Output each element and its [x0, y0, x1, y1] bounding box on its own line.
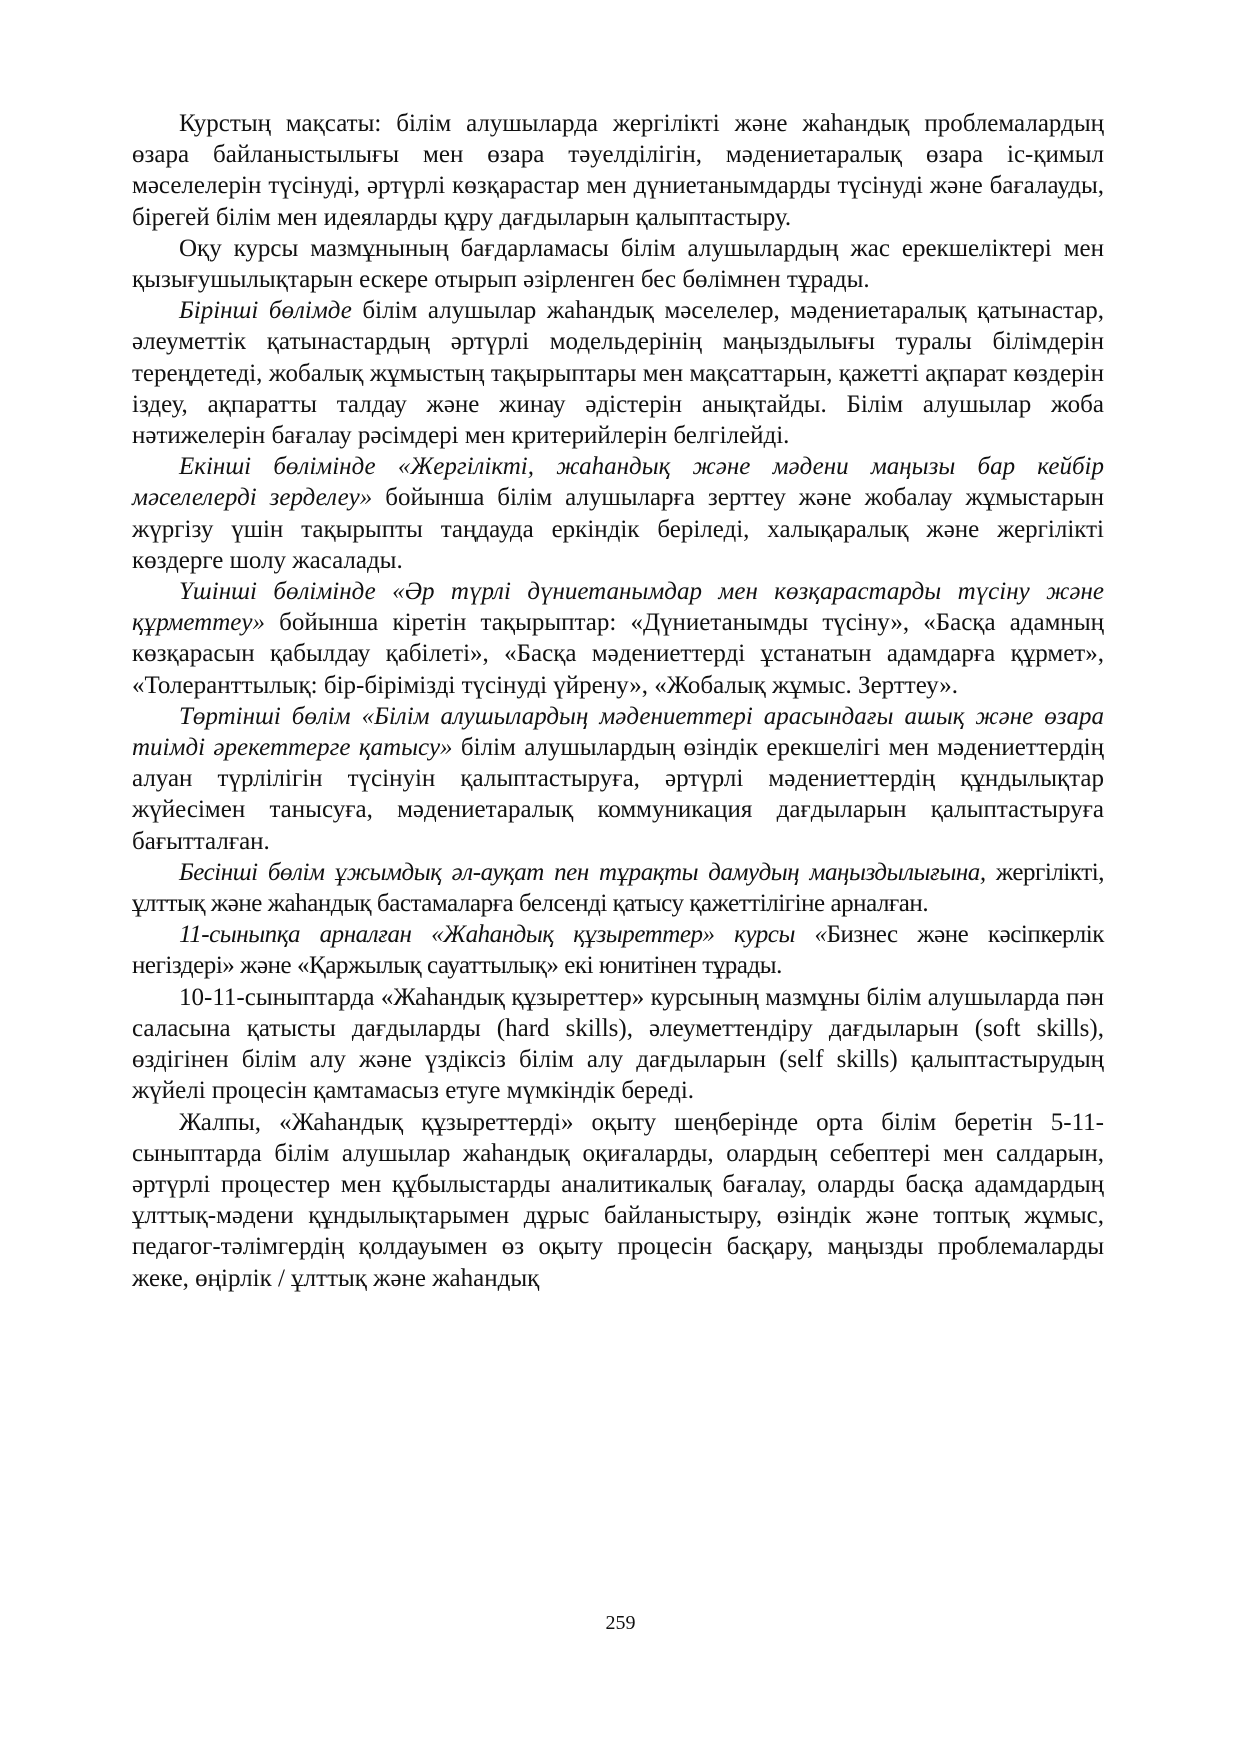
paragraph-course-goal: [132, 108, 1104, 233]
program-structure-text: Оқу курсы мазмұнының бағдарламасы білім алушылардың жас ерекшеліктері мен қызығушылықтарын ескере отырып әзірленген бес бөлімнен тұрады.: [132, 234, 1104, 294]
section-3-heading: Үшінші бөлімінде «Әр түрлі дүниетанымдар мен көзқарастарды түсіну және құрметтеу»: [132, 578, 1104, 637]
paragraph-program-structure: [132, 233, 1104, 295]
section-4-text: білім алушылардың өзіндік ерекшелігі мен мәдениеттердің алуан түрлілігін түсінуін қалыптастыруға, әртүрлі мәдениеттердің құндылықтар жүйесімен танысуға, мәдениетаралық коммуникация дағдыларын қалыптастыруға бағытталған.: [132, 734, 1104, 855]
paragraph-section-3: [132, 576, 1104, 701]
grade-11-course-heading: 11-сыныпқа арналған «Жаһандық құзыреттер» курсы «: [179, 921, 827, 949]
paragraph-section-1: [132, 295, 1104, 451]
paragraph-section-5: [132, 857, 1104, 919]
grade-11-course-text: Бизнес және кәсіпкерлік негіздері» және «Қаржылық сауаттылық» екі юнитінен тұрады.: [132, 921, 1104, 980]
section-2-heading: Екінші бөлімінде «Жергілікті, жаһандық және мәдени маңызы бар кейбір мәселелерді зерделеу»: [132, 453, 1104, 512]
paragraph-grades-10-11: [132, 982, 1104, 1107]
grades-10-11-text: 10-11-сыныптарда «Жаһандық құзыреттер» курсының мазмұны білім алушыларда пән саласына қатысты дағдыларды (hard skills), әлеуметтендіру дағдыларын (soft skills), өздігінен білім алу және үздіксіз білім алу дағдыларын (self skills) қалыптастырудың жүйелі процесін қамтамасыз етуге мүмкіндік береді.: [132, 983, 1104, 1105]
section-3-text: бойынша кіретін тақырыптар: «Дүниетанымды түсіну», «Басқа адамның көзқарасын қабылдау қабілеті», «Басқа мәдениеттерді ұстанатын адамдарға құрмет», «Толеранттылық: бір-бірімізді түсінуді үйрену», «Жобалық жұмыс. Зерттеу».: [132, 609, 1104, 699]
section-5-heading: Бесінші бөлім ұжымдық әл-ауқат пен тұрақты дамудың маңыздылығына,: [179, 858, 986, 886]
section-5-text: жергілікті, ұлттық және жаһандық бастамаларға белсенді қатысу қажеттілігіне арналған.: [132, 858, 1104, 918]
section-1-text: білім алушылар жаһандық мәселелер, мәдениетаралық қатынастар, әлеуметтік қатынастардың әртүрлі модельдерінің маңыздылығы туралы білімдерін тереңдетеді, жобалық жұмыстың тақырыптары мен мақсаттарын, қажетті ақпарат көздерін іздеу, ақпаратты талдау және жинау әдістерін анықтайды. Білім алушылар жоба нәтижелерін бағалау рәсімдері мен критерийлерін белгілейді.: [132, 297, 1105, 450]
section-2-text: бойынша білім алушыларға зерттеу және жобалау жұмыстарын жүргізу үшін тақырыпты таңдауда еркіндік беріледі, халықаралық және жергілікті көздерге шолу жасалады.: [132, 484, 1104, 574]
section-1-heading: Бірінші бөлімде: [179, 297, 352, 325]
paragraph-general: [132, 1107, 1104, 1294]
course-goal-text: Курстың мақсаты: білім алушыларда жергілікті және жаһандық проблемалардың өзара байланыстылығы мен өзара тәуелділігін, мәдениетаралық өзара іс-қимыл мәселелерін түсінуді, әртүрлі көзқарастар мен дүниетанымдарды түсінуді және бағалауды, бірегей білім мен идеяларды құру дағдыларын қалыптастыру.: [132, 110, 1104, 231]
general-text: Жалпы, «Жаһандық құзыреттерді» оқыту шеңберінде орта білім беретін 5-11-сыныптарда білім алушылар жаһандық оқиғаларды, олардың себептері мен салдарын, әртүрлі процестер мен құбылыстарды аналитикалық бағалау, оларды басқа адамдардың ұлттық-мәдени құндылықтарымен дұрыс байланыстыру, өзіндік және топтық жұмыс, педагог-тәлімгердің қолдауымен өз оқыту процесін басқару, маңызды проблемаларды жеке, өңірлік / ұлттық және жаһандық: [132, 1108, 1104, 1292]
page-number: 259: [605, 1612, 636, 1634]
document-page: [132, 108, 1104, 1294]
paragraph-section-2: [132, 451, 1104, 576]
paragraph-section-4: [132, 701, 1104, 857]
paragraph-grade-11-course: [132, 919, 1104, 981]
section-4-heading: Төртінші бөлім «Білім алушылардың мәдениеттері арасындағы ашық және өзара тиімді әрекеттерге қатысу»: [132, 702, 1104, 762]
